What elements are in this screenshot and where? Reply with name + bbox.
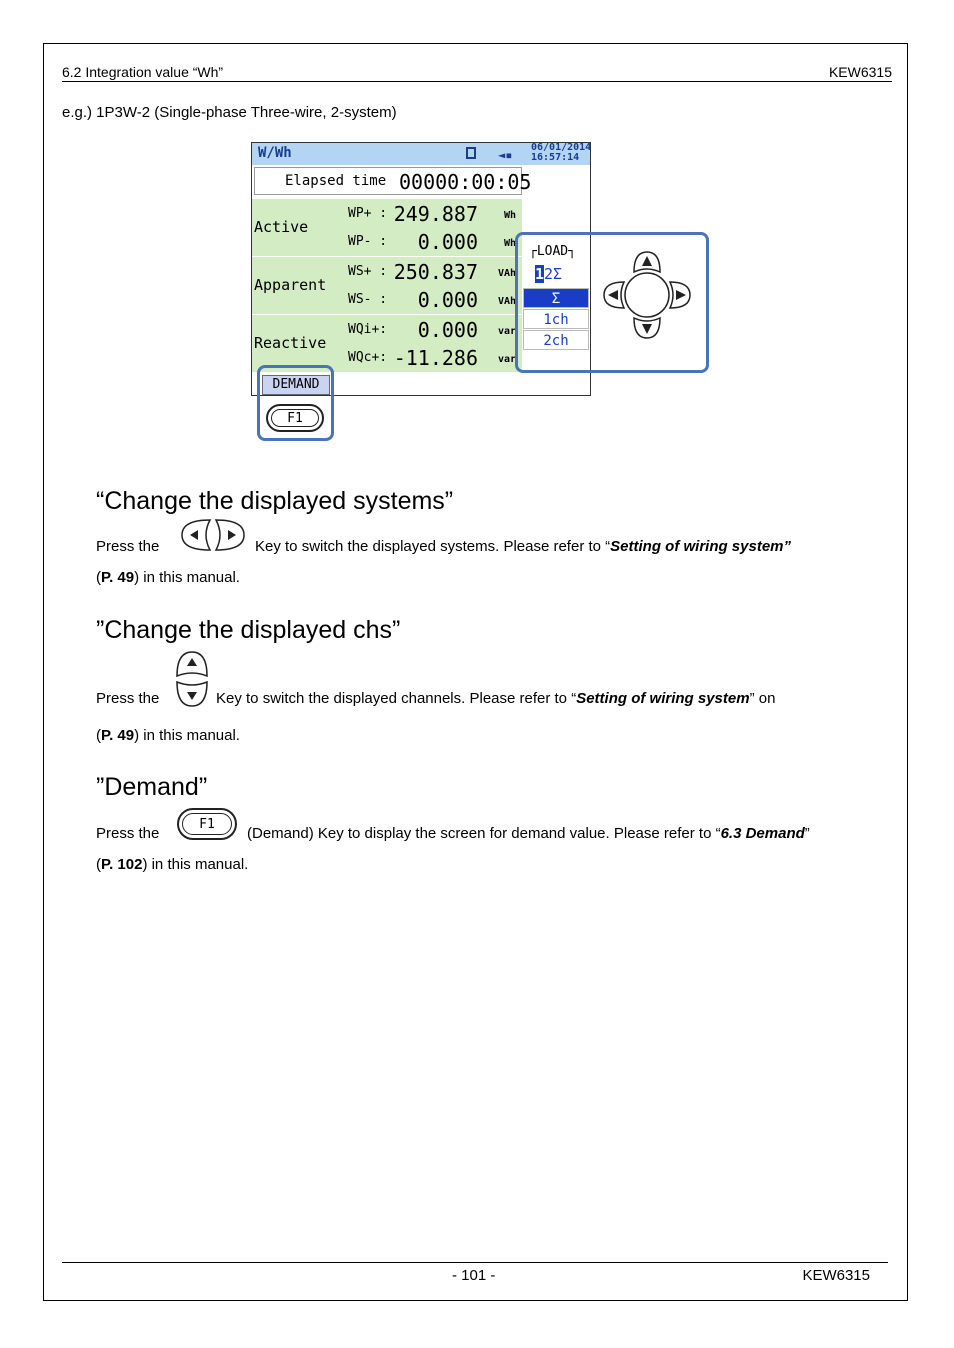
section-line (216, 690, 775, 707)
ref-link[interactable]: Setting of wiring system (610, 538, 784, 555)
left-right-keys-icon (180, 517, 246, 553)
text-quote: ” (783, 538, 792, 555)
text-paren: ( (96, 856, 101, 873)
text-press: Press the (96, 538, 160, 555)
text-quote: ” on (749, 690, 776, 707)
up-down-keys-icon (174, 650, 210, 708)
row-value: 0.000 (417, 288, 478, 312)
page-ref[interactable]: P. 49 (101, 727, 135, 744)
text-tail: ) in this manual. (134, 569, 240, 586)
section-line (96, 538, 159, 555)
text-press: Press the (96, 690, 160, 707)
row-unit: var (497, 354, 516, 365)
page-number: - 101 - (452, 1267, 496, 1284)
example-caption: e.g.) 1P3W-2 (Single-phase Three-wire, 2-system) (62, 104, 397, 121)
text-paren: ( (96, 569, 101, 586)
value-row (348, 259, 518, 287)
page-ref[interactable]: P. 102 (101, 856, 143, 873)
group-apparent (252, 256, 522, 314)
load-highlight (515, 232, 709, 373)
row-key: WS+ : (348, 264, 388, 279)
group-name: Reactive (254, 334, 327, 352)
load-title: ┌LOAD┐ (529, 244, 576, 259)
text-body: Key to switch the displayed channels. Please refer to “ (216, 690, 577, 707)
load-item-2ch[interactable]: 2ch (523, 330, 589, 350)
row-unit: Wh (503, 238, 516, 249)
section-line (96, 825, 159, 842)
screen-title: W/Wh (258, 145, 292, 161)
row-key: WS- : (348, 292, 388, 307)
value-row (348, 345, 518, 373)
screen-time: 16:57:14 (531, 152, 580, 163)
elapsed-label: Elapsed time (285, 173, 387, 189)
load-item-1ch[interactable]: 1ch (523, 309, 589, 329)
load-item-sigma[interactable]: Σ (523, 288, 589, 308)
elapsed-time-box (254, 167, 532, 195)
section-title-chs: ”Change the displayed chs” (96, 616, 401, 644)
row-key: WP- : (348, 234, 388, 249)
value-row (348, 317, 518, 345)
row-unit: var (497, 326, 516, 337)
section-line (255, 538, 791, 555)
f1-key-icon (177, 808, 237, 840)
text-tail: ) in this manual. (142, 856, 249, 873)
f1-highlight (257, 365, 334, 441)
row-unit: Wh (503, 210, 516, 221)
group-reactive (252, 314, 522, 372)
row-key: WP+ : (348, 206, 388, 221)
footer-model: KEW6315 (802, 1267, 870, 1284)
group-active (252, 198, 522, 256)
f1-key-label: F1 (271, 409, 319, 427)
text-body: Key to switch the displayed systems. Please refer to “ (255, 538, 611, 555)
row-value: 0.000 (417, 318, 478, 342)
sd-card-icon (466, 147, 476, 159)
section-line (96, 690, 159, 707)
power-plug-icon: ◄▪ (498, 148, 513, 162)
group-name: Apparent (254, 276, 327, 294)
group-name: Active (254, 218, 309, 236)
demand-tab[interactable]: DEMAND (262, 375, 330, 395)
elapsed-value: 00000:00:05 (399, 170, 532, 194)
section-title-systems: “Change the displayed systems” (96, 487, 454, 515)
value-row (348, 229, 518, 257)
section-line (247, 825, 810, 842)
row-unit: VAh (497, 296, 516, 307)
row-value: 249.887 (393, 202, 478, 226)
text-body: (Demand) Key to display the screen for demand value. Please refer to “ (247, 825, 721, 842)
row-key: WQi+: (348, 322, 388, 337)
text-press: Press the (96, 825, 160, 842)
page-header (62, 63, 892, 82)
value-row (348, 287, 518, 315)
row-value: 0.000 (417, 230, 478, 254)
screen-datetime (531, 143, 591, 163)
text-quote: ” (804, 825, 810, 842)
ref-link[interactable]: Setting of wiring system (576, 690, 750, 707)
section-line (96, 856, 248, 873)
header-model: KEW6315 (828, 64, 892, 80)
load-num-rest: 2Σ (544, 265, 563, 283)
text-paren: ( (96, 727, 101, 744)
load-num-selected: 1 (535, 265, 545, 283)
row-value: 250.837 (393, 260, 478, 284)
section-title-demand: ”Demand” (96, 773, 208, 801)
row-value: -11.286 (393, 346, 478, 370)
text-tail: ) in this manual. (134, 727, 240, 744)
screen-date: 06/01/2014 (531, 142, 592, 153)
row-key: WQc+: (348, 350, 388, 365)
section-line (96, 727, 240, 744)
screen-titlebar (252, 143, 590, 165)
page-footer (62, 1262, 888, 1284)
header-section: 6.2 Integration value “Wh” (62, 64, 224, 80)
page-ref[interactable]: P. 49 (101, 569, 135, 586)
row-unit: VAh (497, 268, 516, 279)
ref-link[interactable]: 6.3 Demand (720, 825, 805, 842)
value-row (348, 201, 518, 229)
section-line (96, 569, 240, 586)
f1-icon-label: F1 (182, 813, 232, 835)
